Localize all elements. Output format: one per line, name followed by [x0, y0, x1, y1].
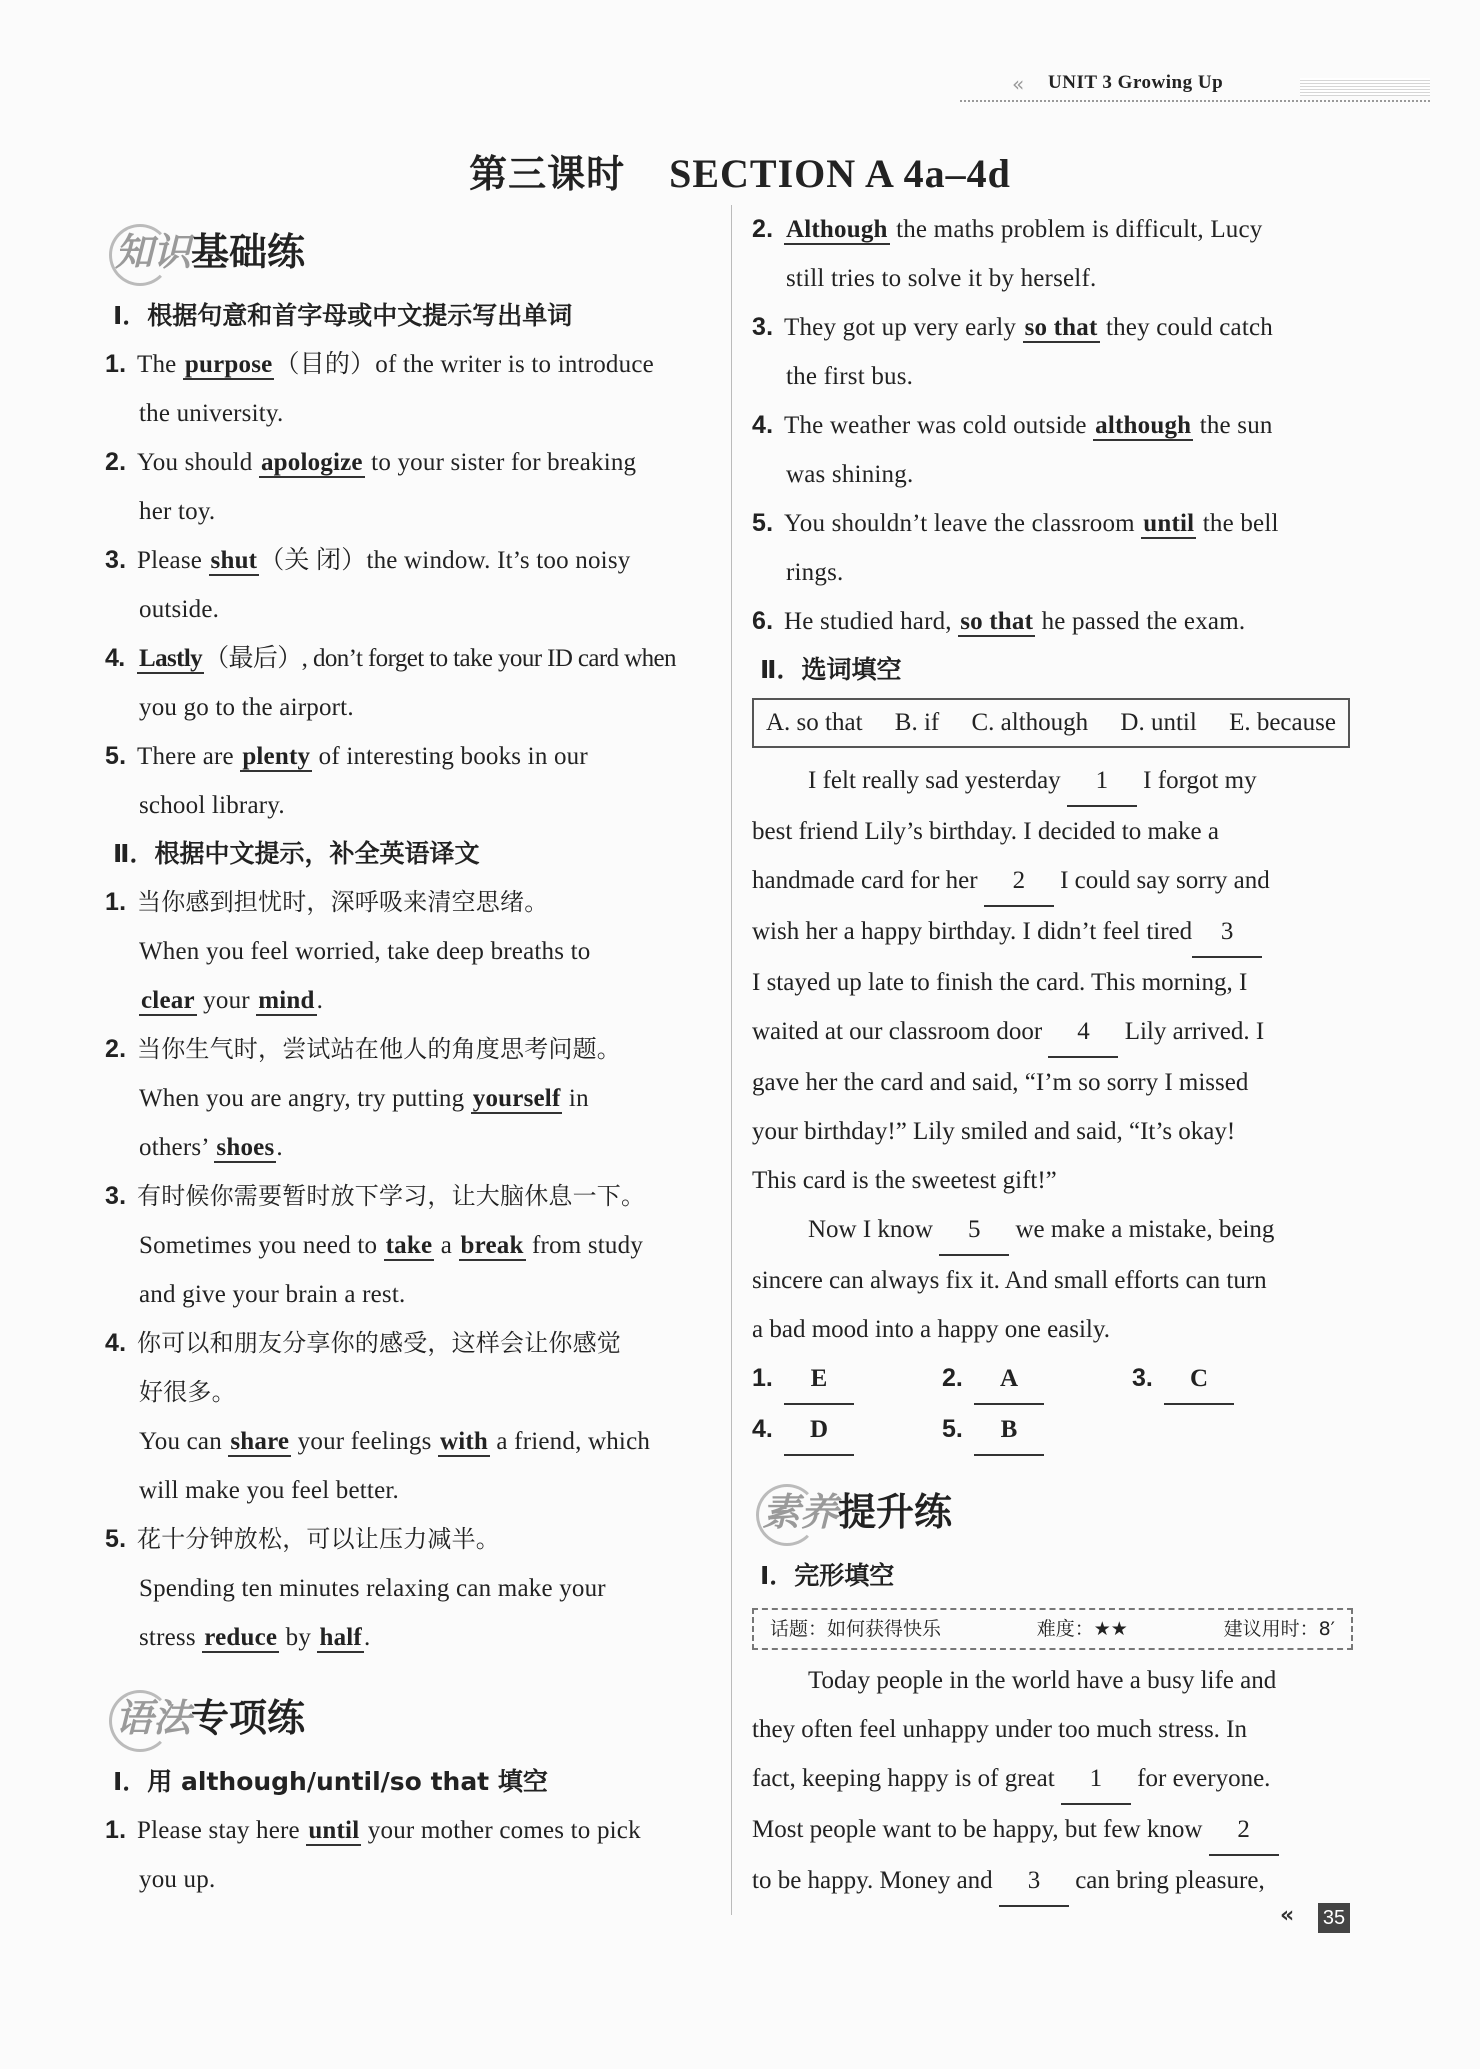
question-2	[105, 438, 715, 536]
cloze-info-bar	[752, 1608, 1353, 1650]
header-dotted-rule	[960, 100, 1430, 102]
q-number: 4.	[105, 1329, 127, 1357]
banner-ring-icon	[756, 1484, 818, 1546]
option-d: D. until	[1120, 709, 1197, 736]
q-text: will make you feel better.	[139, 1477, 399, 1504]
blank-5: 5	[939, 1205, 1009, 1256]
q-text: .	[363, 1624, 371, 1651]
q-text: Spending ten minutes relaxing can make your	[139, 1575, 606, 1602]
answer: Although	[786, 216, 888, 243]
q-text: by	[279, 1624, 318, 1651]
passage-text: a bad mood into a happy one easily.	[752, 1316, 1111, 1343]
lesson-title-cn: 第三课时	[469, 152, 626, 196]
answer: B	[974, 1405, 1044, 1456]
q-text: When you feel worried, take deep breaths to	[139, 938, 591, 965]
difficulty-label: 难度：★★	[1036, 1618, 1128, 1640]
passage-text: for everyone.	[1130, 1765, 1271, 1792]
q-text: rings.	[786, 559, 844, 586]
blank-2: 2	[984, 856, 1054, 907]
q-text: was shining.	[786, 461, 914, 488]
section-banner-basic	[115, 216, 715, 288]
answer: apologize	[260, 449, 363, 476]
lesson-title	[0, 143, 1480, 198]
blank-4: 4	[1048, 1007, 1118, 1058]
banner-label-a: 素养	[762, 1490, 839, 1534]
grammar-question-2	[752, 205, 1352, 303]
section-banner-grammar	[115, 1682, 715, 1754]
answer: clear	[141, 987, 195, 1014]
passage-text: to be happy. Money and	[752, 1867, 999, 1894]
left-column	[105, 210, 715, 1904]
q-text: When you are angry, try putting	[139, 1085, 471, 1112]
translation-2	[105, 1025, 715, 1172]
q-text: your	[196, 987, 257, 1014]
passage-text: sincere can always fix it. And small efforts can turn	[752, 1267, 1267, 1294]
passage-text: gave her the card and said, “I’m so sorry I missed	[752, 1069, 1249, 1096]
q-text: He studied hard,	[784, 608, 959, 635]
passage-text: This card is the sweetest gift!”	[752, 1167, 1057, 1194]
word-choice-heading: Ⅱ．选词填空	[760, 655, 902, 684]
blank-3: 3	[1192, 907, 1262, 958]
answer: until	[308, 1817, 360, 1844]
q-number: 2.	[105, 448, 127, 476]
q-text: They got up very early	[784, 314, 1023, 341]
passage-text: handmade card for her	[752, 867, 984, 894]
passage-text: your birthday!” Lily smiled and said, “It’s okay!	[752, 1118, 1236, 1145]
q-text: to your sister for breaking	[364, 449, 637, 476]
answer: D	[784, 1405, 854, 1456]
word-bank	[752, 698, 1350, 748]
q-text: the university.	[139, 400, 284, 427]
q-number: 1.	[105, 350, 127, 378]
answer-row-1	[752, 1354, 1352, 1405]
answer: A	[974, 1354, 1044, 1405]
q-number: 5.	[105, 742, 127, 770]
translation-3	[105, 1172, 715, 1319]
double-chevron-left-icon: «	[1280, 1903, 1295, 1928]
banner-label-b: 提升练	[838, 1490, 953, 1534]
chinese-prompt: 当你感到担忧时，深呼吸来清空思绪。	[137, 888, 549, 916]
q-number: 5.	[942, 1415, 963, 1443]
q-text: The weather was cold outside	[784, 412, 1094, 439]
answer: share	[230, 1428, 290, 1455]
q-text: they could catch	[1099, 314, 1273, 341]
q-text: There are	[137, 743, 241, 770]
q-text: your mother comes to pick	[361, 1817, 641, 1844]
answer: break	[460, 1232, 524, 1259]
cloze-passage	[752, 1656, 1352, 1907]
chinese-prompt: 你可以和朋友分享你的感受，这样会让你感觉	[137, 1329, 621, 1357]
passage-text: can bring pleasure,	[1068, 1867, 1265, 1894]
q-text: the sun	[1193, 412, 1273, 439]
q-number: 3.	[105, 546, 127, 574]
answer: shoes	[216, 1134, 275, 1161]
q-text: the maths problem is difficult, Lucy	[889, 216, 1263, 243]
option-b: B. if	[894, 709, 940, 736]
column-divider	[731, 205, 732, 1915]
banner-label-a: 语法	[115, 1696, 192, 1740]
q-number: 1.	[105, 1816, 127, 1844]
q-number: 2.	[105, 1035, 127, 1063]
q-text: stress	[139, 1624, 203, 1651]
q-text: in	[562, 1085, 589, 1112]
q-number: 3.	[1132, 1364, 1153, 1392]
translation-4	[105, 1319, 715, 1515]
q-text: .	[276, 1134, 283, 1161]
q-text: the bell	[1196, 510, 1279, 537]
passage-text: I forgot my	[1136, 767, 1257, 794]
grammar-heading: Ⅰ．用 although/until/so that 填空	[113, 1767, 548, 1796]
q-text: you up.	[139, 1866, 216, 1893]
question-5	[105, 732, 715, 830]
passage-text: Lily arrived. I	[1118, 1018, 1265, 1045]
question-1	[105, 340, 715, 438]
part1-heading: Ⅰ．根据句意和首字母或中文提示写出单词	[113, 301, 573, 330]
answer: reduce	[204, 1624, 278, 1651]
passage-text: Today people in the world have a busy life and	[808, 1667, 1277, 1694]
q-text: （目的）of the writer is to introduce	[274, 351, 654, 378]
cloze-blank-3: 3	[999, 1856, 1069, 1907]
passage-text: they often feel unhappy under too much stress. In	[752, 1716, 1248, 1743]
header-decoration	[1300, 78, 1430, 96]
answer: yourself	[472, 1085, 561, 1112]
passage-text: best friend Lily’s birthday. I decided to make a	[752, 818, 1219, 845]
topic-label: 话题：如何获得快乐	[770, 1618, 942, 1640]
banner-label-a: 知识	[115, 230, 192, 274]
passage-text: Now I know	[808, 1216, 940, 1243]
q-text: and give your brain a rest.	[139, 1281, 406, 1308]
q-text: of interesting books in our	[312, 743, 588, 770]
cloze-blank-1: 1	[1061, 1754, 1131, 1805]
q-number: 2.	[752, 215, 774, 243]
q-number: 1.	[105, 888, 127, 916]
fill-passage	[752, 756, 1352, 1354]
answer: mind	[258, 987, 315, 1014]
banner-label-b: 基础练	[191, 230, 306, 274]
lesson-title-en: SECTION A 4a–4d	[669, 151, 1011, 196]
answer: with	[439, 1428, 488, 1455]
chinese-prompt: 有时候你需要暂时放下学习，让大脑休息一下。	[137, 1182, 646, 1210]
banner-ring-icon	[109, 224, 171, 286]
q-number: 4.	[752, 1415, 773, 1443]
q-number: 2.	[942, 1364, 963, 1392]
q-text: You shouldn’t leave the classroom	[784, 510, 1142, 537]
cloze-blank-2: 2	[1209, 1805, 1279, 1856]
grammar-question-6	[752, 597, 1352, 646]
q-text: the first bus.	[786, 363, 914, 390]
option-a: A. so that	[766, 709, 863, 736]
answer: C	[1164, 1354, 1234, 1405]
passage-text: Most people want to be happy, but few know	[752, 1816, 1209, 1843]
answer: so that	[960, 608, 1034, 635]
q-text: school library.	[139, 792, 285, 819]
q-text: from study	[525, 1232, 644, 1259]
q-text: .	[316, 987, 324, 1014]
blank-1: 1	[1067, 756, 1137, 807]
page-footer	[1280, 1903, 1370, 1933]
q-text: others’	[139, 1134, 215, 1161]
option-c: C. although	[971, 709, 1089, 736]
answer: shut	[210, 547, 258, 574]
q-text: （最后）, don’t forget to take your ID card when	[204, 645, 676, 672]
q-number: 3.	[105, 1182, 127, 1210]
grammar-question-5	[752, 499, 1352, 597]
q-text: you go to the airport.	[139, 694, 354, 721]
q-text: Sometimes you need to	[139, 1232, 384, 1259]
q-text: outside.	[139, 596, 220, 623]
banner-ring-icon	[109, 1690, 171, 1752]
q-number: 5.	[752, 509, 774, 537]
q-text: her toy.	[139, 498, 216, 525]
answer: Lastly	[139, 645, 203, 672]
option-e: E. because	[1229, 709, 1336, 736]
section-banner-advanced	[762, 1476, 1352, 1548]
q-number: 6.	[752, 607, 774, 635]
answer: take	[385, 1232, 433, 1259]
q-number: 4.	[752, 411, 774, 439]
passage-text: waited at our classroom door	[752, 1018, 1049, 1045]
question-4	[105, 634, 715, 732]
q-text: Please	[137, 547, 209, 574]
q-text: your feelings	[291, 1428, 438, 1455]
passage-text: wish her a happy birthday. I didn’t feel tired	[752, 918, 1193, 945]
passage-text: we make a mistake, being	[1009, 1216, 1275, 1243]
chinese-prompt: 花十分钟放松，可以让压力减半。	[137, 1525, 500, 1553]
passage-text: I could say sorry and	[1053, 867, 1270, 894]
answer: half	[319, 1624, 362, 1651]
question-3	[105, 536, 715, 634]
translation-5	[105, 1515, 715, 1662]
passage-text: fact, keeping happy is of great	[752, 1765, 1061, 1792]
grammar-question-4	[752, 401, 1352, 499]
q-text: he passed the exam.	[1035, 608, 1246, 635]
q-text: still tries to solve it by herself.	[786, 265, 1097, 292]
translation-1	[105, 878, 715, 1025]
q-text: a	[434, 1232, 459, 1259]
q-number: 4.	[105, 644, 125, 672]
q-text: Please stay here	[137, 1817, 307, 1844]
unit-title: UNIT 3 Growing Up	[1048, 72, 1224, 93]
answer: plenty	[242, 743, 311, 770]
right-column	[752, 205, 1352, 1907]
answer: purpose	[184, 351, 273, 378]
q-number: 1.	[752, 1364, 773, 1392]
answer-row-2	[752, 1405, 1352, 1456]
q-number: 5.	[105, 1525, 127, 1553]
q-text: a friend, which	[489, 1428, 651, 1455]
running-header	[960, 68, 1430, 104]
grammar-question-3	[752, 303, 1352, 401]
passage-text: I felt really sad yesterday	[808, 767, 1067, 794]
q-number: 3.	[752, 313, 774, 341]
answer: although	[1095, 412, 1192, 439]
cloze-heading: Ⅰ．完形填空	[760, 1561, 895, 1590]
banner-label-b: 专项练	[191, 1696, 306, 1740]
chinese-prompt: 当你生气时，尝试站在他人的角度思考问题。	[137, 1035, 621, 1063]
chinese-prompt: 好很多。	[139, 1378, 236, 1406]
q-text: You should	[137, 449, 259, 476]
time-label: 建议用时：8′	[1223, 1618, 1335, 1640]
q-text: The	[137, 351, 183, 378]
grammar-question-1	[105, 1806, 715, 1904]
answer: until	[1143, 510, 1195, 537]
passage-text: I stayed up late to finish the card. This morning, I	[752, 969, 1248, 996]
answer: so that	[1024, 314, 1098, 341]
q-text: You can	[139, 1428, 229, 1455]
double-chevron-left-icon: «	[1012, 72, 1025, 96]
page-number: 35	[1318, 1903, 1350, 1933]
part2-heading: Ⅱ．根据中文提示，补全英语译文	[113, 839, 480, 868]
answer: E	[784, 1354, 854, 1405]
q-text: （关 闭）the window. It’s too noisy	[259, 547, 631, 574]
